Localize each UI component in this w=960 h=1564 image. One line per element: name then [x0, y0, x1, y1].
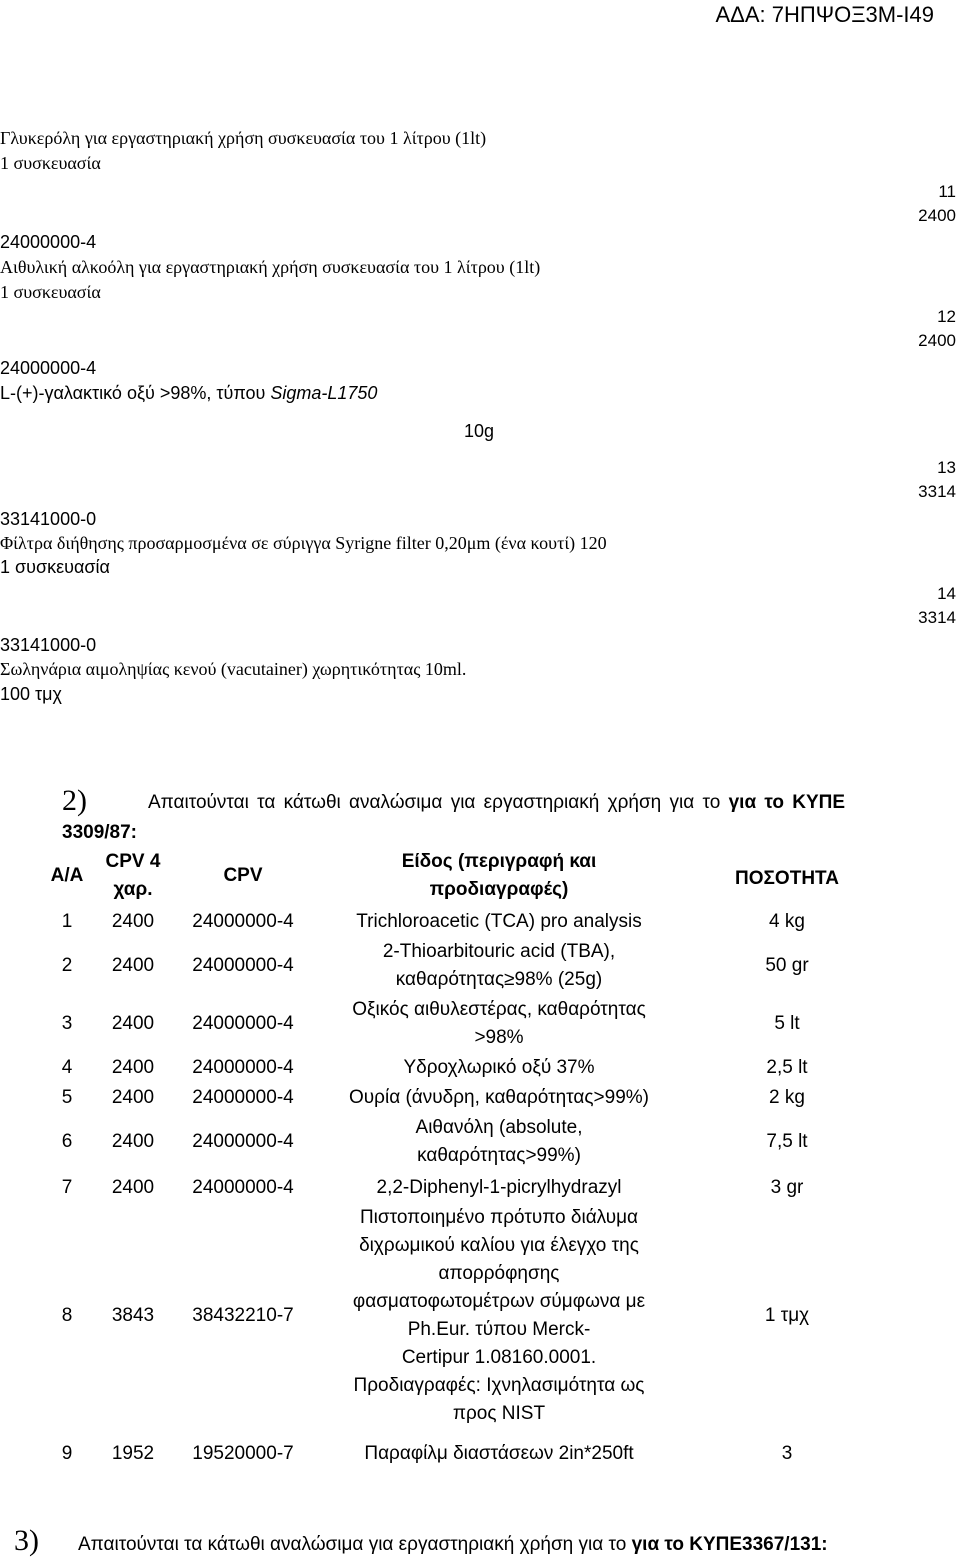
row-cpv4: 3843	[111, 1305, 155, 1326]
row-desc-line: 2-Thioarbitouric acid (TBA),	[382, 941, 616, 962]
table-row	[36, 1082, 894, 1112]
row-desc-line: Παραφίλμ διαστάσεων 2in*250ft	[364, 1443, 634, 1464]
row-desc	[318, 1052, 680, 1082]
item-12-cpv: 24000000-4	[0, 232, 97, 252]
row-cpv4: 1952	[111, 1443, 155, 1464]
row-cpv: 24000000-4	[192, 1131, 294, 1152]
section-3-bold: για το ΚΥΠΕ3367/131:	[631, 1534, 828, 1555]
row-desc	[318, 1170, 680, 1202]
header-desc: Είδος (περιγραφή και προδιαγραφές)	[401, 851, 597, 900]
row-qty: 4 kg	[769, 911, 805, 932]
row-desc-line: προς NIST	[452, 1403, 546, 1424]
right-cpv4: 2400	[918, 206, 956, 225]
row-cpv4: 2400	[111, 1013, 155, 1034]
row-qty: 2,5 lt	[766, 1057, 808, 1078]
row-desc-line: διχρωμικού καλίου για έλεγχο της	[359, 1235, 639, 1256]
row-cpv: 19520000-7	[192, 1443, 294, 1464]
item-11-desc: Γλυκερόλη για εργαστηριακή χρήση συσκευασία του 1 λίτρου (1lt)	[0, 128, 487, 148]
right-number-group	[918, 582, 956, 630]
item-13-cpv: 24000000-4	[0, 358, 97, 378]
row-desc	[318, 1202, 680, 1428]
row-qty: 5 lt	[774, 1013, 800, 1034]
row-desc-line: καθαρότητας≥98% (25g)	[395, 969, 603, 990]
row-desc-line: Πιστοποιημένο πρότυπο διάλυμα	[359, 1207, 639, 1228]
table-row	[36, 1170, 894, 1202]
item-15-desc: Σωληνάρια αιμοληψίας κενού (vacutainer) χωρητικότητας 10ml.	[0, 659, 467, 679]
row-cpv: 38432210-7	[192, 1305, 294, 1326]
right-aa: 13	[937, 458, 956, 477]
section-2-line2: 3309/87:	[62, 822, 138, 843]
row-desc-line: Οξικός αιθυλεστέρας, καθαρότητας	[352, 999, 646, 1020]
row-qty: 1 τμχ	[764, 1305, 810, 1326]
row-desc	[318, 1082, 680, 1112]
row-aa: 8	[61, 1305, 73, 1326]
item-15-qty: 100 τμχ	[0, 684, 62, 704]
item-11-qty: 1 συσκευασία	[0, 153, 101, 173]
row-qty: 2 kg	[769, 1087, 805, 1108]
row-desc	[318, 994, 680, 1052]
row-qty: 7,5 lt	[766, 1131, 808, 1152]
row-desc	[318, 1428, 680, 1468]
table-header-row	[36, 848, 894, 904]
row-cpv4: 2400	[111, 1131, 155, 1152]
row-aa: 9	[61, 1443, 73, 1464]
right-aa: 11	[938, 182, 956, 201]
item-13-desc: L-(+)-γαλακτικό οξύ >98%, τύπου Sigma-L1750	[0, 383, 378, 403]
row-desc-line: >98%	[474, 1027, 524, 1048]
table-row	[36, 1052, 894, 1082]
row-cpv4: 2400	[111, 1057, 155, 1078]
right-number-group	[918, 180, 956, 228]
right-number-group	[918, 305, 956, 353]
row-aa: 6	[61, 1131, 73, 1152]
items-table	[36, 848, 894, 1468]
right-cpv4: 3314	[918, 482, 956, 501]
right-cpv4: 2400	[918, 331, 956, 350]
item-15-cpv: 33141000-0	[0, 635, 97, 655]
row-desc-line: Αιθανόλη (absolute,	[415, 1117, 583, 1138]
item-12-desc: Αιθυλική αλκοόλη για εργαστηριακή χρήση συσκευασία του 1 λίτρου (1lt)	[0, 257, 541, 277]
row-cpv: 24000000-4	[192, 955, 294, 976]
section-3-number: 3)	[14, 1524, 39, 1557]
row-cpv: 24000000-4	[192, 1013, 294, 1034]
row-cpv: 24000000-4	[192, 1087, 294, 1108]
row-desc-line: 2,2-Diphenyl-1-picrylhydrazyl	[376, 1177, 622, 1198]
section-3-text: Απαιτούνται τα κάτωθι αναλώσιμα για εργαστηριακή χρήση για το για το ΚΥΠΕ3367/131:	[78, 1534, 828, 1555]
item-13-qty: 10g	[464, 421, 495, 441]
ada-code: ΑΔΑ: 7ΗΠΨΟΞ3Μ-Ι49	[715, 2, 934, 27]
row-qty: 50 gr	[765, 955, 809, 976]
right-number-group	[918, 456, 956, 504]
row-aa: 2	[61, 955, 73, 976]
row-desc-line: Certipur 1.08160.0001.	[401, 1347, 597, 1368]
header-cpv: CPV	[223, 865, 263, 886]
section-2-lead: Απαιτούνται τα κάτωθι αναλώσιμα για εργαστηριακή χρήση για το	[148, 792, 729, 813]
table-row	[36, 936, 894, 994]
row-desc	[318, 904, 680, 936]
row-desc-line: απορρόφησης	[438, 1263, 560, 1284]
header-qty: ΠΟΣΟΤΗΤΑ	[735, 868, 839, 889]
right-aa: 14	[937, 584, 956, 603]
row-qty: 3 gr	[770, 1177, 804, 1198]
row-cpv4: 2400	[111, 1087, 155, 1108]
row-desc	[318, 1112, 680, 1170]
row-aa: 5	[61, 1087, 73, 1108]
row-desc-line: Υδροχλωρικό οξύ 37%	[403, 1057, 595, 1078]
row-aa: 3	[61, 1013, 73, 1034]
row-desc-line: καθαρότητας>99%)	[417, 1145, 581, 1166]
row-aa: 7	[61, 1177, 73, 1198]
row-desc-line: Trichloroacetic (TCA) pro analysis	[356, 911, 642, 932]
item-12-qty: 1 συσκευασία	[0, 282, 101, 302]
table-row	[36, 1202, 894, 1428]
table-row	[36, 1112, 894, 1170]
header-cpv4: CPV 4 χαρ.	[105, 851, 161, 900]
row-cpv: 24000000-4	[192, 1057, 294, 1078]
row-cpv: 24000000-4	[192, 911, 294, 932]
row-desc-line: Ουρία (άνυδρη, καθαρότητας>99%)	[349, 1087, 649, 1108]
header-aa: Α/Α	[50, 865, 84, 886]
row-desc-line: Προδιαγραφές: Ιχνηλασιμότητα ως	[353, 1375, 645, 1396]
row-aa: 4	[61, 1057, 73, 1078]
row-desc	[318, 936, 680, 994]
row-aa: 1	[61, 911, 73, 932]
section-2-number: 2)	[62, 784, 87, 817]
row-qty: 3	[781, 1443, 793, 1464]
table-row	[36, 904, 894, 936]
item-14-cpv: 33141000-0	[0, 509, 97, 529]
row-cpv4: 2400	[111, 955, 155, 976]
item-14-qty: 1 συσκευασία	[0, 557, 110, 577]
table-row	[36, 1428, 894, 1468]
right-aa: 12	[937, 307, 956, 326]
item-14-desc: Φίλτρα διήθησης προσαρμοσμένα σε σύριγγα Syrigne filter 0,20μm (ένα κουτί) 120	[0, 533, 607, 553]
section-2-bold: για το ΚΥΠΕ	[728, 792, 846, 813]
item-13-sigma-code: Sigma-L1750	[270, 383, 378, 403]
row-cpv4: 2400	[111, 911, 155, 932]
table-row	[36, 994, 894, 1052]
section-2-text	[148, 792, 845, 814]
row-desc-line: φασματοφωτομέτρων σύμφωνα με	[352, 1291, 646, 1312]
row-desc-line: Ph.Eur. τύπου Merck-	[407, 1319, 591, 1340]
row-cpv: 24000000-4	[192, 1177, 294, 1198]
row-cpv4: 2400	[111, 1177, 155, 1198]
right-cpv4: 3314	[918, 608, 956, 627]
